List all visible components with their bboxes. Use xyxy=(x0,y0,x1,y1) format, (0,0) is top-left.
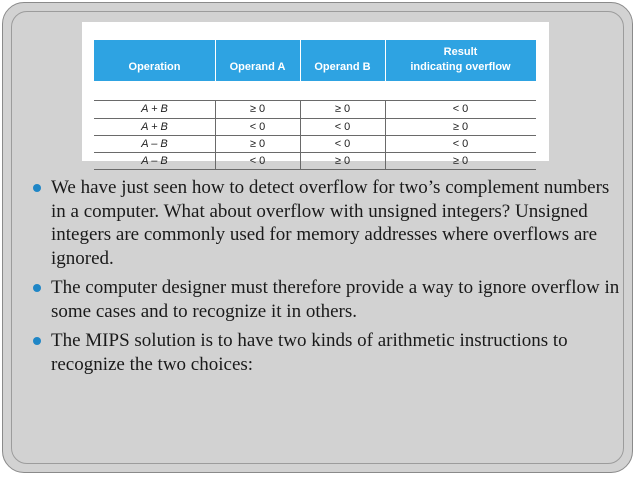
column-divider xyxy=(215,101,216,169)
header-operand-b xyxy=(300,40,385,81)
bullet-item xyxy=(33,176,623,270)
overflow-conditions-table xyxy=(82,22,549,167)
cell-operation: A + B xyxy=(141,121,168,133)
cell-operand-b: < 0 xyxy=(334,121,351,133)
bullet-item xyxy=(33,276,623,323)
bullet-text: The MIPS solution is to have two kinds of arithmetic instructions to recognize the two choices: xyxy=(51,330,568,375)
cell-operand-b: ≥ 0 xyxy=(334,103,351,115)
header-operand-a-label: Operand A xyxy=(229,61,286,73)
bullet-dot-icon xyxy=(33,284,41,292)
header-result-line1: Result xyxy=(443,46,478,58)
cell-operation: A – B xyxy=(141,155,168,167)
bullet-text: The computer designer must therefore provide a way to ignore overflow in some cases and to recognize it in others. xyxy=(51,277,620,322)
cell-result: ≥ 0 xyxy=(452,121,469,133)
cell-operation: A + B xyxy=(141,103,168,115)
cell-operand-a: ≥ 0 xyxy=(249,138,266,150)
header-operation xyxy=(94,40,215,81)
cell-result: < 0 xyxy=(452,103,469,115)
header-operand-a xyxy=(215,40,300,81)
slide xyxy=(2,2,633,473)
bullet-dot-icon xyxy=(33,184,41,192)
bullet-text: We have just seen how to detect overflow for two’s complement numbers in a computer. What about overflow with unsigned integers? Unsigned integers are commonly used for memory addresses where overflows are ignored. xyxy=(51,177,610,269)
column-divider xyxy=(300,101,301,169)
header-operation-label: Operation xyxy=(128,61,181,73)
header-result-line2: indicating overflow xyxy=(410,61,511,73)
table-row xyxy=(94,101,536,118)
column-divider xyxy=(385,101,386,169)
cell-operand-b: < 0 xyxy=(334,138,351,150)
cell-operand-b: ≥ 0 xyxy=(334,155,351,167)
bullet-item xyxy=(33,329,623,376)
cell-result: < 0 xyxy=(452,138,469,150)
bullet-dot-icon xyxy=(33,337,41,345)
cell-result: ≥ 0 xyxy=(452,155,469,167)
bullet-list xyxy=(33,176,623,382)
cell-operand-a: < 0 xyxy=(249,121,266,133)
cell-operand-a: ≥ 0 xyxy=(249,103,266,115)
table-row xyxy=(94,135,536,153)
table-body xyxy=(94,100,536,170)
header-result xyxy=(385,40,536,81)
table-row xyxy=(94,118,536,136)
table-row xyxy=(94,152,536,170)
cell-operand-a: < 0 xyxy=(249,155,266,167)
table-header xyxy=(94,40,536,81)
header-operand-b-label: Operand B xyxy=(314,61,371,73)
cell-operation: A – B xyxy=(141,138,168,150)
